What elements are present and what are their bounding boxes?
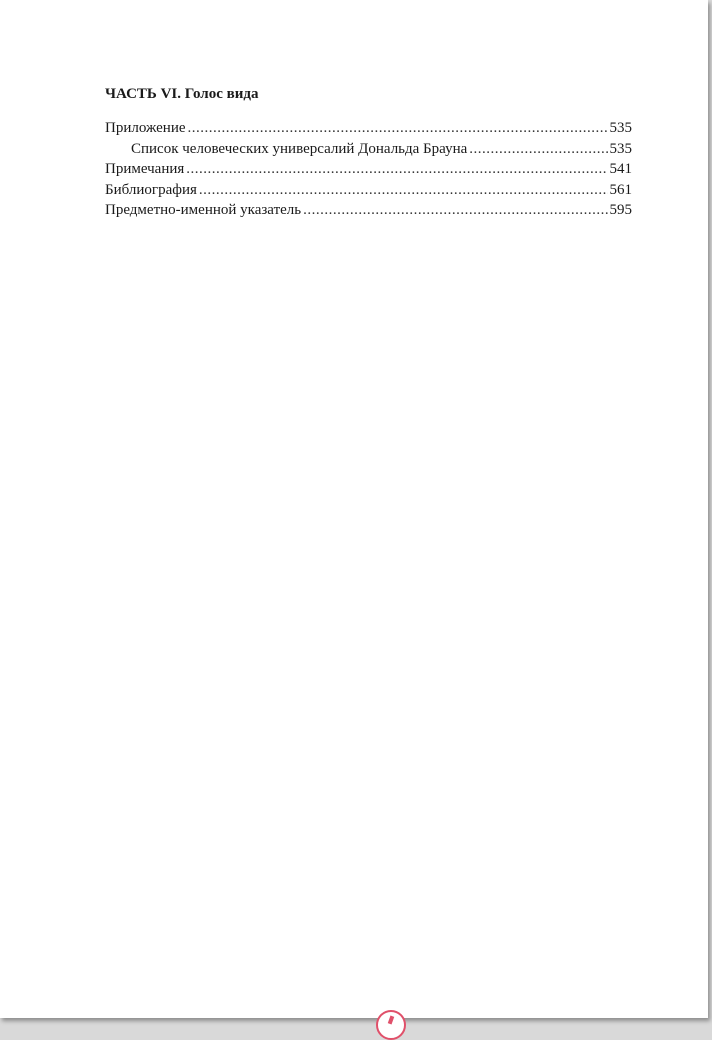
toc-entry-page: 561 xyxy=(609,181,632,198)
toc-entry-label: Библиография xyxy=(105,181,197,198)
toc-entry-label: Приложение xyxy=(105,120,186,136)
toc-leader-dots xyxy=(188,118,608,139)
toc-entry-label: Список человеческих универсалий Дональда Брауна xyxy=(131,140,468,157)
publisher-logo-icon xyxy=(376,1010,406,1040)
toc-entry-universals-list[interactable] xyxy=(105,139,632,160)
toc-entry-page: 595 xyxy=(609,202,632,219)
toc-leader-dots xyxy=(186,159,607,180)
table-of-contents xyxy=(105,118,632,221)
toc-entry-page: 535 xyxy=(609,140,632,157)
toc-leader-dots xyxy=(199,180,608,201)
part-title: ЧАСТЬ VI. Голос вида xyxy=(105,86,259,102)
toc-entry-page: 541 xyxy=(609,161,632,178)
toc-entry-label: Предметно-именной указатель xyxy=(105,202,302,219)
toc-leader-dots xyxy=(469,139,607,160)
toc-leader-dots xyxy=(303,200,607,221)
toc-entry-notes[interactable] xyxy=(105,159,632,180)
toc-entry-label: Примечания xyxy=(105,161,185,178)
toc-entry-bibliography[interactable] xyxy=(105,180,632,201)
toc-entry-appendix[interactable] xyxy=(105,118,632,139)
toc-entry-page: 535 xyxy=(609,120,632,136)
toc-entry-index[interactable] xyxy=(105,200,632,221)
